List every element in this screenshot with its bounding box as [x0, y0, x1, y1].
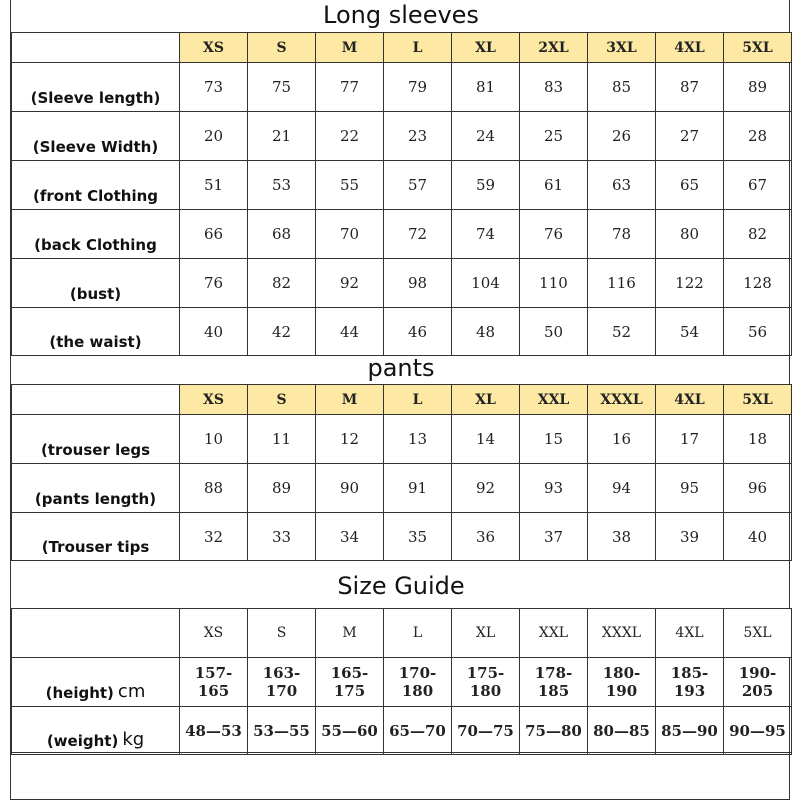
row-label-text: (height) — [45, 684, 114, 702]
size-header: 3XL — [588, 33, 656, 63]
table-row — [12, 513, 792, 561]
cell: 51 — [180, 161, 248, 210]
cell: 40 — [724, 513, 792, 561]
row-label: (the waist) — [12, 308, 180, 356]
cell: 190-205 — [724, 658, 792, 707]
size-header: XS — [180, 385, 248, 415]
size-header: 5XL — [724, 33, 792, 63]
cell: 76 — [180, 259, 248, 308]
cell: 180-190 — [588, 658, 656, 707]
size-header: 4XL — [656, 33, 724, 63]
row-label: (front Clothing — [12, 161, 180, 210]
sleeves-header-corner — [12, 33, 180, 63]
cell: 75—80 — [520, 707, 588, 755]
cell: 85—90 — [656, 707, 724, 755]
guide-title: Size Guide — [337, 572, 465, 600]
row-label: (back Clothing — [12, 210, 180, 259]
cell: 57 — [384, 161, 452, 210]
size-header: S — [248, 609, 316, 658]
cell: 175-180 — [452, 658, 520, 707]
size-header: M — [316, 385, 384, 415]
pants-header-row — [12, 385, 792, 415]
cell: 59 — [452, 161, 520, 210]
sleeves-table — [11, 32, 792, 356]
cell: 80 — [656, 210, 724, 259]
cell: 39 — [656, 513, 724, 561]
cell: 25 — [520, 112, 588, 161]
cell: 93 — [520, 464, 588, 513]
table-row — [12, 210, 792, 259]
cell: 90 — [316, 464, 384, 513]
cell: 37 — [520, 513, 588, 561]
table-row — [12, 63, 792, 112]
cell: 116 — [588, 259, 656, 308]
cell: 96 — [724, 464, 792, 513]
cell: 122 — [656, 259, 724, 308]
table-row — [12, 112, 792, 161]
cell: 89 — [724, 63, 792, 112]
cell: 73 — [180, 63, 248, 112]
cell: 48 — [452, 308, 520, 356]
row-label: (trouser legs — [12, 415, 180, 464]
row-label — [12, 707, 180, 755]
unit-label: cm — [117, 681, 146, 702]
pants-header-corner — [12, 385, 180, 415]
cell: 91 — [384, 464, 452, 513]
sleeves-header-row — [12, 33, 792, 63]
cell: 89 — [248, 464, 316, 513]
size-header: XXL — [520, 609, 588, 658]
size-header: XS — [180, 609, 248, 658]
cell: 165-175 — [316, 658, 384, 707]
cell: 44 — [316, 308, 384, 356]
cell: 13 — [384, 415, 452, 464]
cell: 67 — [724, 161, 792, 210]
cell: 65—70 — [384, 707, 452, 755]
cell: 52 — [588, 308, 656, 356]
cell: 24 — [452, 112, 520, 161]
cell: 98 — [384, 259, 452, 308]
size-header: XL — [452, 33, 520, 63]
cell: 92 — [316, 259, 384, 308]
cell: 66 — [180, 210, 248, 259]
row-label: (bust) — [12, 259, 180, 308]
cell: 12 — [316, 415, 384, 464]
cell: 40 — [180, 308, 248, 356]
cell: 72 — [384, 210, 452, 259]
cell: 33 — [248, 513, 316, 561]
guide-table — [11, 608, 792, 755]
cell: 16 — [588, 415, 656, 464]
size-header: XXL — [520, 385, 588, 415]
cell: 10 — [180, 415, 248, 464]
cell: 178-185 — [520, 658, 588, 707]
size-header: M — [316, 33, 384, 63]
cell: 14 — [452, 415, 520, 464]
cell: 88 — [180, 464, 248, 513]
table-row — [12, 308, 792, 356]
bottom-divider — [11, 752, 791, 753]
cell: 70 — [316, 210, 384, 259]
table-row — [12, 707, 792, 755]
cell: 110 — [520, 259, 588, 308]
table-row — [12, 259, 792, 308]
size-header: L — [384, 33, 452, 63]
cell: 53—55 — [248, 707, 316, 755]
size-header: 4XL — [656, 609, 724, 658]
cell: 21 — [248, 112, 316, 161]
cell: 77 — [316, 63, 384, 112]
cell: 94 — [588, 464, 656, 513]
size-header: 4XL — [656, 385, 724, 415]
table-row — [12, 161, 792, 210]
size-header: L — [384, 609, 452, 658]
cell: 23 — [384, 112, 452, 161]
cell: 163-170 — [248, 658, 316, 707]
cell: 92 — [452, 464, 520, 513]
cell: 61 — [520, 161, 588, 210]
row-label — [12, 658, 180, 707]
row-label-text: (weight) — [46, 732, 119, 750]
cell: 17 — [656, 415, 724, 464]
table-row — [12, 415, 792, 464]
cell: 22 — [316, 112, 384, 161]
cell: 38 — [588, 513, 656, 561]
cell: 185-193 — [656, 658, 724, 707]
cell: 42 — [248, 308, 316, 356]
cell: 74 — [452, 210, 520, 259]
cell: 81 — [452, 63, 520, 112]
cell: 128 — [724, 259, 792, 308]
cell: 55—60 — [316, 707, 384, 755]
size-header: XXXL — [588, 609, 656, 658]
cell: 79 — [384, 63, 452, 112]
cell: 46 — [384, 308, 452, 356]
size-header: S — [248, 385, 316, 415]
cell: 63 — [588, 161, 656, 210]
cell: 75 — [248, 63, 316, 112]
row-label: (Sleeve Width) — [12, 112, 180, 161]
cell: 34 — [316, 513, 384, 561]
unit-label: kg — [122, 729, 145, 750]
cell: 15 — [520, 415, 588, 464]
cell: 55 — [316, 161, 384, 210]
cell: 82 — [724, 210, 792, 259]
cell: 87 — [656, 63, 724, 112]
size-header: 5XL — [724, 385, 792, 415]
cell: 80—85 — [588, 707, 656, 755]
cell: 48—53 — [180, 707, 248, 755]
cell: 11 — [248, 415, 316, 464]
cell: 18 — [724, 415, 792, 464]
cell: 65 — [656, 161, 724, 210]
cell: 157-165 — [180, 658, 248, 707]
cell: 53 — [248, 161, 316, 210]
size-header: XL — [452, 609, 520, 658]
cell: 50 — [520, 308, 588, 356]
sleeves-title: Long sleeves — [323, 1, 479, 29]
row-label: (pants length) — [12, 464, 180, 513]
size-header: 2XL — [520, 33, 588, 63]
size-header: XS — [180, 33, 248, 63]
cell: 32 — [180, 513, 248, 561]
size-header: XL — [452, 385, 520, 415]
cell: 76 — [520, 210, 588, 259]
row-label: (Sleeve length) — [12, 63, 180, 112]
size-chart-sheet — [10, 0, 790, 800]
cell: 90—95 — [724, 707, 792, 755]
cell: 95 — [656, 464, 724, 513]
cell: 28 — [724, 112, 792, 161]
pants-table — [11, 384, 792, 561]
cell: 27 — [656, 112, 724, 161]
table-row — [12, 658, 792, 707]
cell: 36 — [452, 513, 520, 561]
row-label: (Trouser tips — [12, 513, 180, 561]
size-header: L — [384, 385, 452, 415]
size-header: M — [316, 609, 384, 658]
cell: 78 — [588, 210, 656, 259]
cell: 56 — [724, 308, 792, 356]
guide-header-corner — [12, 609, 180, 658]
cell: 26 — [588, 112, 656, 161]
cell: 70—75 — [452, 707, 520, 755]
cell: 68 — [248, 210, 316, 259]
cell: 85 — [588, 63, 656, 112]
size-header: XXXL — [588, 385, 656, 415]
table-row — [12, 464, 792, 513]
cell: 82 — [248, 259, 316, 308]
cell: 20 — [180, 112, 248, 161]
cell: 83 — [520, 63, 588, 112]
pants-title: pants — [367, 354, 435, 382]
size-header: 5XL — [724, 609, 792, 658]
size-header: S — [248, 33, 316, 63]
cell: 170-180 — [384, 658, 452, 707]
cell: 35 — [384, 513, 452, 561]
cell: 104 — [452, 259, 520, 308]
cell: 54 — [656, 308, 724, 356]
guide-header-row — [12, 609, 792, 658]
